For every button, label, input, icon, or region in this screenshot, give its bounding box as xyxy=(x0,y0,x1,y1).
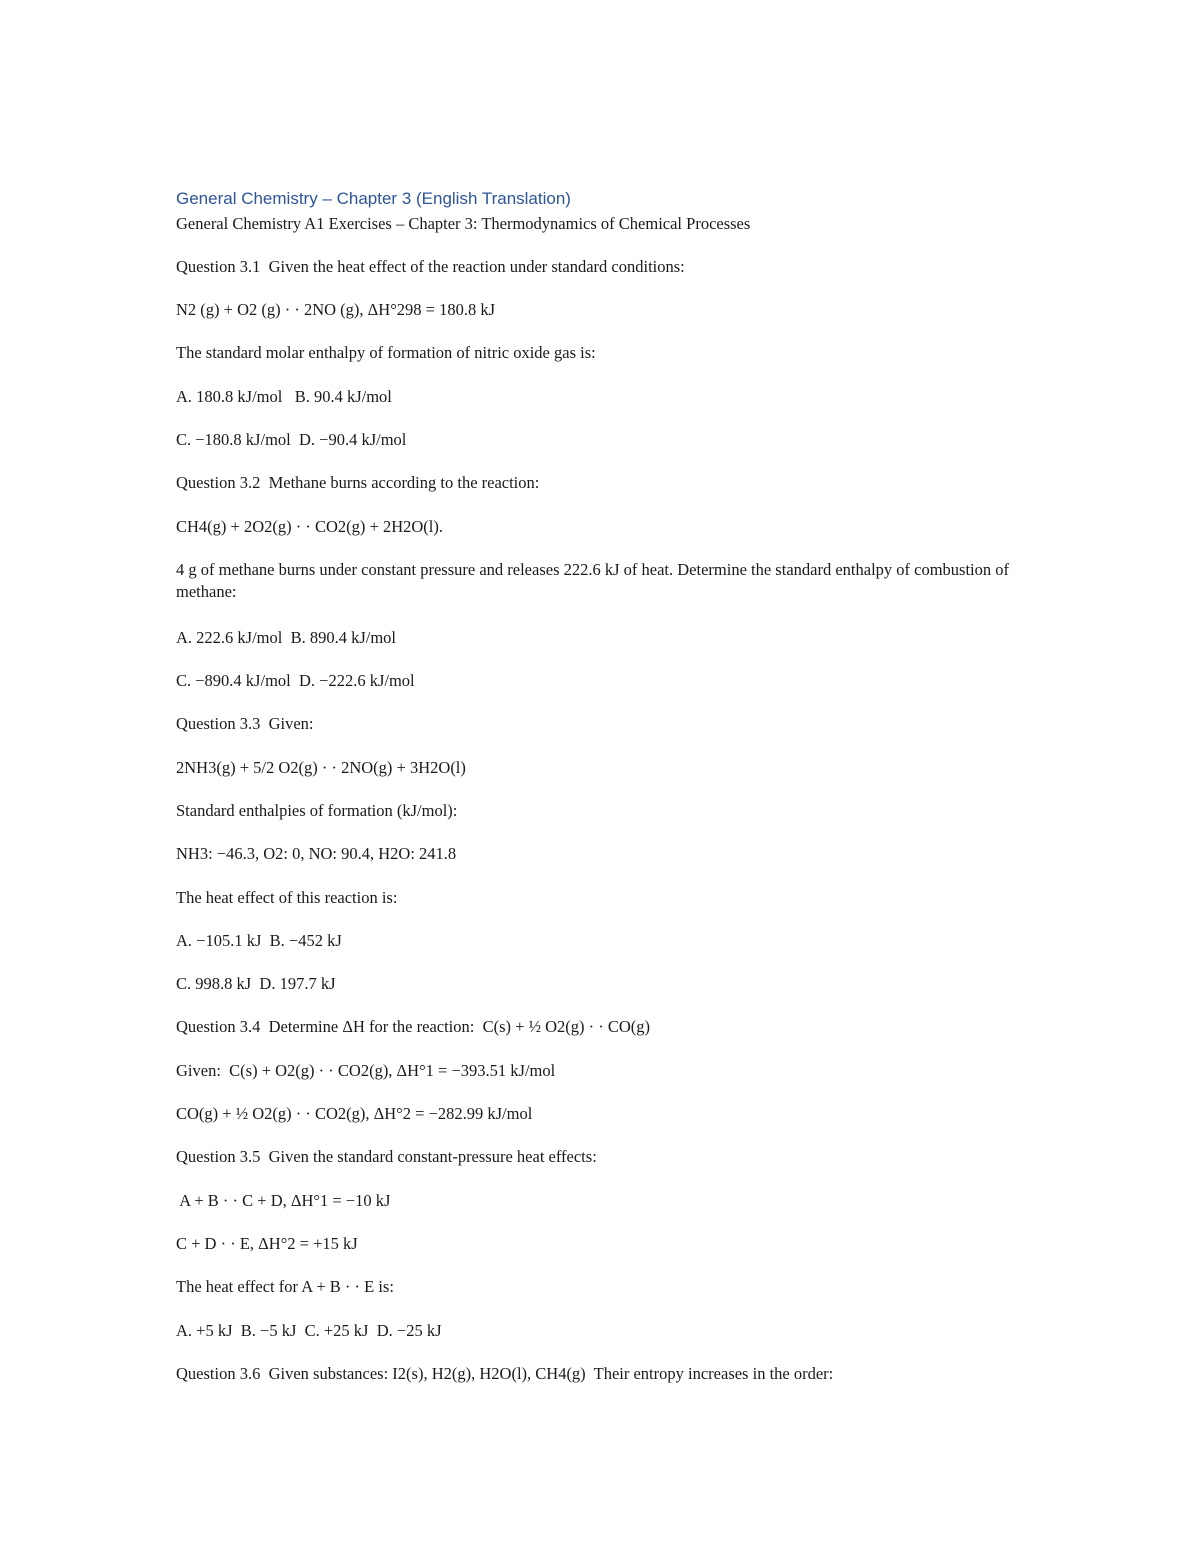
question-3-1-question: The standard molar enthalpy of formation of nitric oxide gas is: xyxy=(176,343,596,362)
question-3-4-given-2: CO(g) + ½ O2(g) · · CO2(g), ΔH°2 = −282.99 kJ/mol xyxy=(176,1104,533,1123)
question-3-3-options-ab: A. −105.1 kJ B. −452 kJ xyxy=(176,931,342,950)
question-3-5-question: The heat effect for A + B · · E is: xyxy=(176,1277,394,1296)
question-3-3-data-label: Standard enthalpies of formation (kJ/mol): xyxy=(176,801,458,820)
question-3-1-prompt: Question 3.1 Given the heat effect of the reaction under standard conditions: xyxy=(176,257,685,276)
question-3-4-given-1: Given: C(s) + O2(g) · · CO2(g), ΔH°1 = −393.51 kJ/mol xyxy=(176,1061,556,1080)
subtitle-line: General Chemistry A1 Exercises – Chapter 3: Thermodynamics of Chemical Processes xyxy=(176,214,751,233)
question-3-3-data-values: NH3: −46.3, O2: 0, NO: 90.4, H2O: 241.8 xyxy=(176,844,457,863)
question-3-3-prompt: Question 3.3 Given: xyxy=(176,714,314,733)
question-3-6-prompt: Question 3.6 Given substances: I2(s), H2(g), H2O(l), CH4(g) Their entropy increases in the order: xyxy=(176,1364,834,1383)
question-3-1-options-cd: C. −180.8 kJ/mol D. −90.4 kJ/mol xyxy=(176,430,407,449)
question-3-4-prompt: Question 3.4 Determine ΔH for the reaction: C(s) + ½ O2(g) · · CO(g) xyxy=(176,1017,651,1036)
question-3-3-question: The heat effect of this reaction is: xyxy=(176,888,398,907)
document-heading: General Chemistry – Chapter 3 (English Translation) xyxy=(176,189,571,208)
question-3-1-equation: N2 (g) + O2 (g) · · 2NO (g), ΔH°298 = 180.8 kJ xyxy=(176,300,496,319)
question-3-2-equation: CH4(g) + 2O2(g) · · CO2(g) + 2H2O(l). xyxy=(176,517,443,536)
question-3-5-equation-1: A + B · · C + D, ΔH°1 = −10 kJ xyxy=(176,1191,391,1210)
question-3-5-options: A. +5 kJ B. −5 kJ C. +25 kJ D. −25 kJ xyxy=(176,1321,442,1340)
question-3-5-equation-2: C + D · · E, ΔH°2 = +15 kJ xyxy=(176,1234,358,1253)
question-3-3-equation: 2NH3(g) + 5/2 O2(g) · · 2NO(g) + 3H2O(l) xyxy=(176,758,466,777)
question-3-2-options-cd: C. −890.4 kJ/mol D. −222.6 kJ/mol xyxy=(176,671,415,690)
question-3-2-options-ab: A. 222.6 kJ/mol B. 890.4 kJ/mol xyxy=(176,628,397,647)
question-3-2-question: 4 g of methane burns under constant pressure and releases 222.6 kJ of heat. Determine the standard enthalpy of combustion of methane: xyxy=(176,560,1010,601)
question-3-1-options-ab: A. 180.8 kJ/mol B. 90.4 kJ/mol xyxy=(176,387,392,406)
question-3-2-prompt: Question 3.2 Methane burns according to the reaction: xyxy=(176,473,540,492)
question-3-5-prompt: Question 3.5 Given the standard constant-pressure heat effects: xyxy=(176,1147,597,1166)
question-3-3-options-cd: C. 998.8 kJ D. 197.7 kJ xyxy=(176,974,336,993)
